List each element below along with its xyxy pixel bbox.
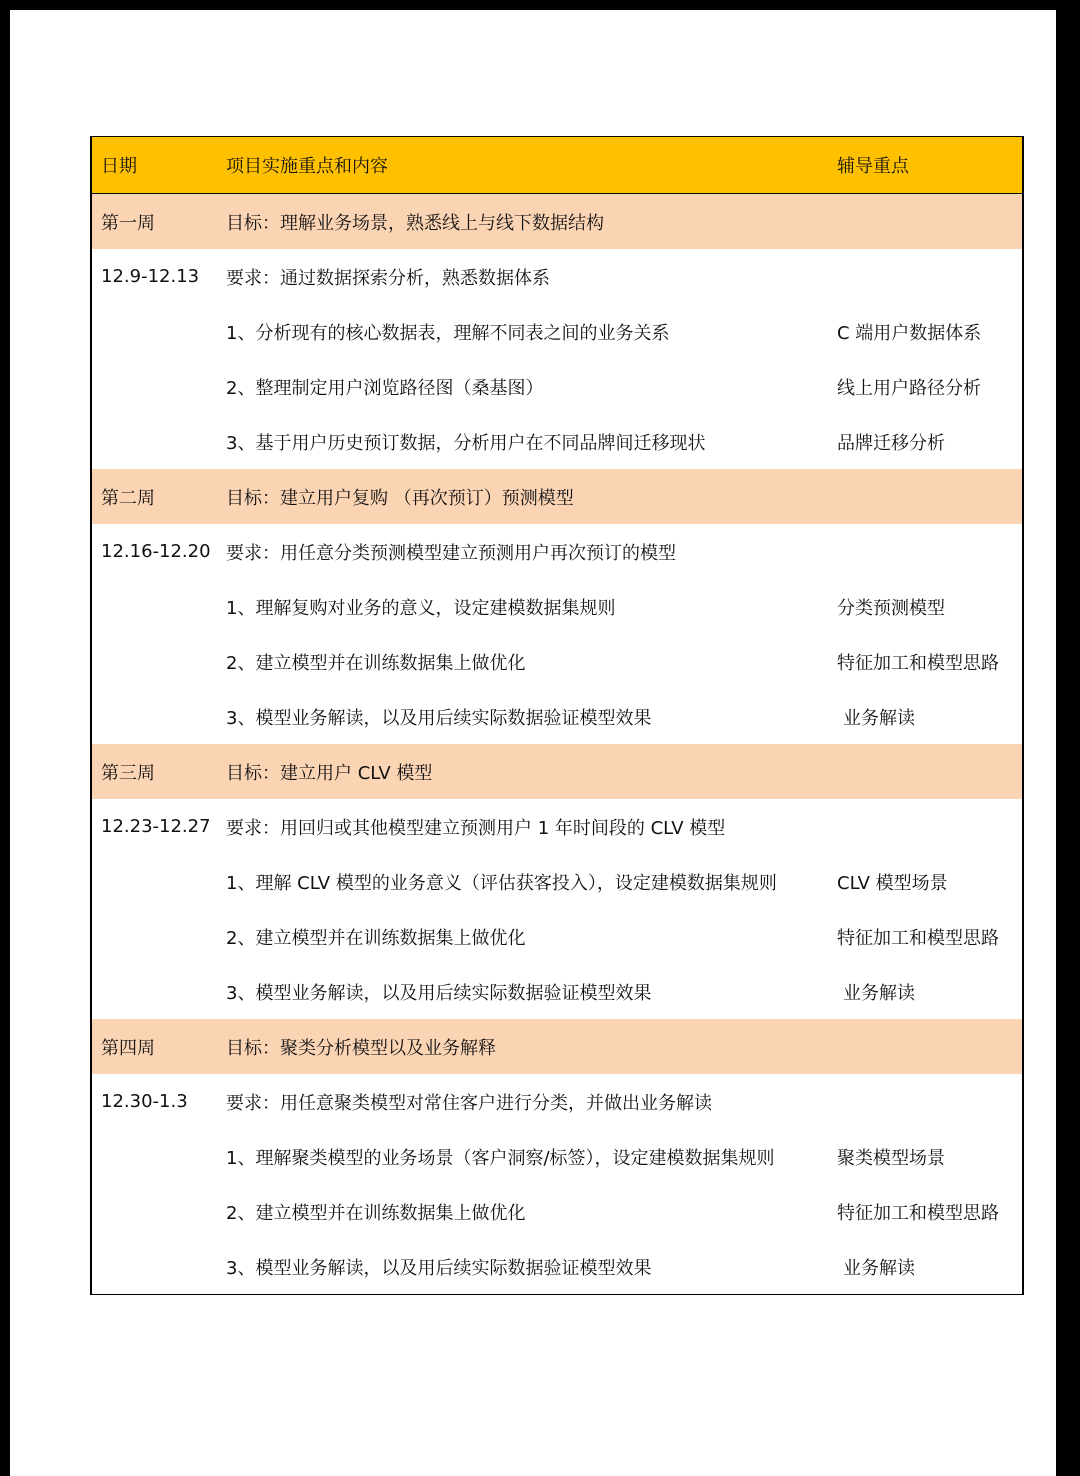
week-label: 第二周 — [101, 487, 155, 509]
header-content: 项目实施重点和内容 — [226, 156, 388, 177]
task-focus: 分类预测模型 — [837, 597, 945, 619]
header-date: 日期 — [101, 156, 137, 177]
task-row — [92, 964, 1022, 1019]
week-goal: 目标：聚类分析模型以及业务解释 — [226, 1037, 496, 1059]
task-row — [92, 1184, 1022, 1239]
week-label: 第四周 — [101, 1037, 155, 1059]
task-text: 3、模型业务解读，以及用后续实际数据验证模型效果 — [226, 1257, 652, 1279]
task-row — [92, 579, 1022, 634]
week-requirement: 要求：用任意分类预测模型建立预测用户再次预订的模型 — [226, 542, 676, 564]
task-row — [92, 689, 1022, 744]
requirement-row — [92, 1074, 1022, 1129]
week-row — [92, 194, 1022, 249]
task-focus: 业务解读 — [843, 707, 915, 729]
task-focus: 特征加工和模型思路 — [837, 927, 999, 949]
week-row — [92, 469, 1022, 524]
requirement-row — [92, 524, 1022, 579]
week-dates: 12.30-1.3 — [101, 1091, 188, 1112]
week-requirement: 要求：用任意聚类模型对常住客户进行分类，并做出业务解读 — [226, 1092, 712, 1114]
requirement-row — [92, 799, 1022, 854]
task-focus: 业务解读 — [843, 982, 915, 1004]
task-focus: 聚类模型场景 — [837, 1147, 945, 1169]
header-focus: 辅导重点 — [837, 156, 909, 177]
task-text: 3、基于用户历史预订数据，分析用户在不同品牌间迁移现状 — [226, 432, 706, 454]
task-text: 3、模型业务解读，以及用后续实际数据验证模型效果 — [226, 982, 652, 1004]
table-header-row — [92, 137, 1022, 194]
week-requirement: 要求：用回归或其他模型建立预测用户 1 年时间段的 CLV 模型 — [226, 817, 726, 839]
week-goal: 目标：建立用户复购 （再次预订）预测模型 — [226, 487, 574, 509]
task-text: 1、分析现有的核心数据表，理解不同表之间的业务关系 — [226, 322, 670, 344]
schedule-table — [90, 136, 1024, 1295]
week-goal: 目标：理解业务场景，熟悉线上与线下数据结构 — [226, 212, 604, 234]
task-row — [92, 1239, 1022, 1294]
week-dates: 12.16-12.20 — [101, 541, 211, 562]
task-text: 2、建立模型并在训练数据集上做优化 — [226, 652, 526, 674]
week-dates: 12.23-12.27 — [101, 816, 211, 837]
task-focus: CLV 模型场景 — [837, 872, 948, 894]
task-row — [92, 909, 1022, 964]
task-row — [92, 634, 1022, 689]
task-text: 3、模型业务解读，以及用后续实际数据验证模型效果 — [226, 707, 652, 729]
task-text: 2、建立模型并在训练数据集上做优化 — [226, 1202, 526, 1224]
task-focus: 特征加工和模型思路 — [837, 652, 999, 674]
task-text: 1、理解 CLV 模型的业务意义（评估获客投入），设定建模数据集规则 — [226, 872, 777, 894]
task-row — [92, 1129, 1022, 1184]
task-focus: 特征加工和模型思路 — [837, 1202, 999, 1224]
document-page — [10, 10, 1056, 1476]
week-row — [92, 744, 1022, 799]
task-focus: 品牌迁移分析 — [837, 432, 945, 454]
week-label: 第一周 — [101, 212, 155, 234]
task-row — [92, 359, 1022, 414]
week-dates: 12.9-12.13 — [101, 266, 200, 287]
week-requirement: 要求：通过数据探索分析，熟悉数据体系 — [226, 267, 550, 289]
task-text: 1、理解复购对业务的意义，设定建模数据集规则 — [226, 597, 616, 619]
week-label: 第三周 — [101, 762, 155, 784]
task-focus: 业务解读 — [843, 1257, 915, 1279]
task-text: 2、建立模型并在训练数据集上做优化 — [226, 927, 526, 949]
task-focus: C 端用户数据体系 — [837, 322, 982, 344]
week-goal: 目标：建立用户 CLV 模型 — [226, 762, 433, 784]
task-text: 2、整理制定用户浏览路径图（桑基图） — [226, 377, 544, 399]
task-row — [92, 854, 1022, 909]
task-focus: 线上用户路径分析 — [837, 377, 981, 399]
requirement-row — [92, 249, 1022, 304]
task-text: 1、理解聚类模型的业务场景（客户洞察/标签），设定建模数据集规则 — [226, 1147, 775, 1169]
task-row — [92, 414, 1022, 469]
week-row — [92, 1019, 1022, 1074]
task-row — [92, 304, 1022, 359]
